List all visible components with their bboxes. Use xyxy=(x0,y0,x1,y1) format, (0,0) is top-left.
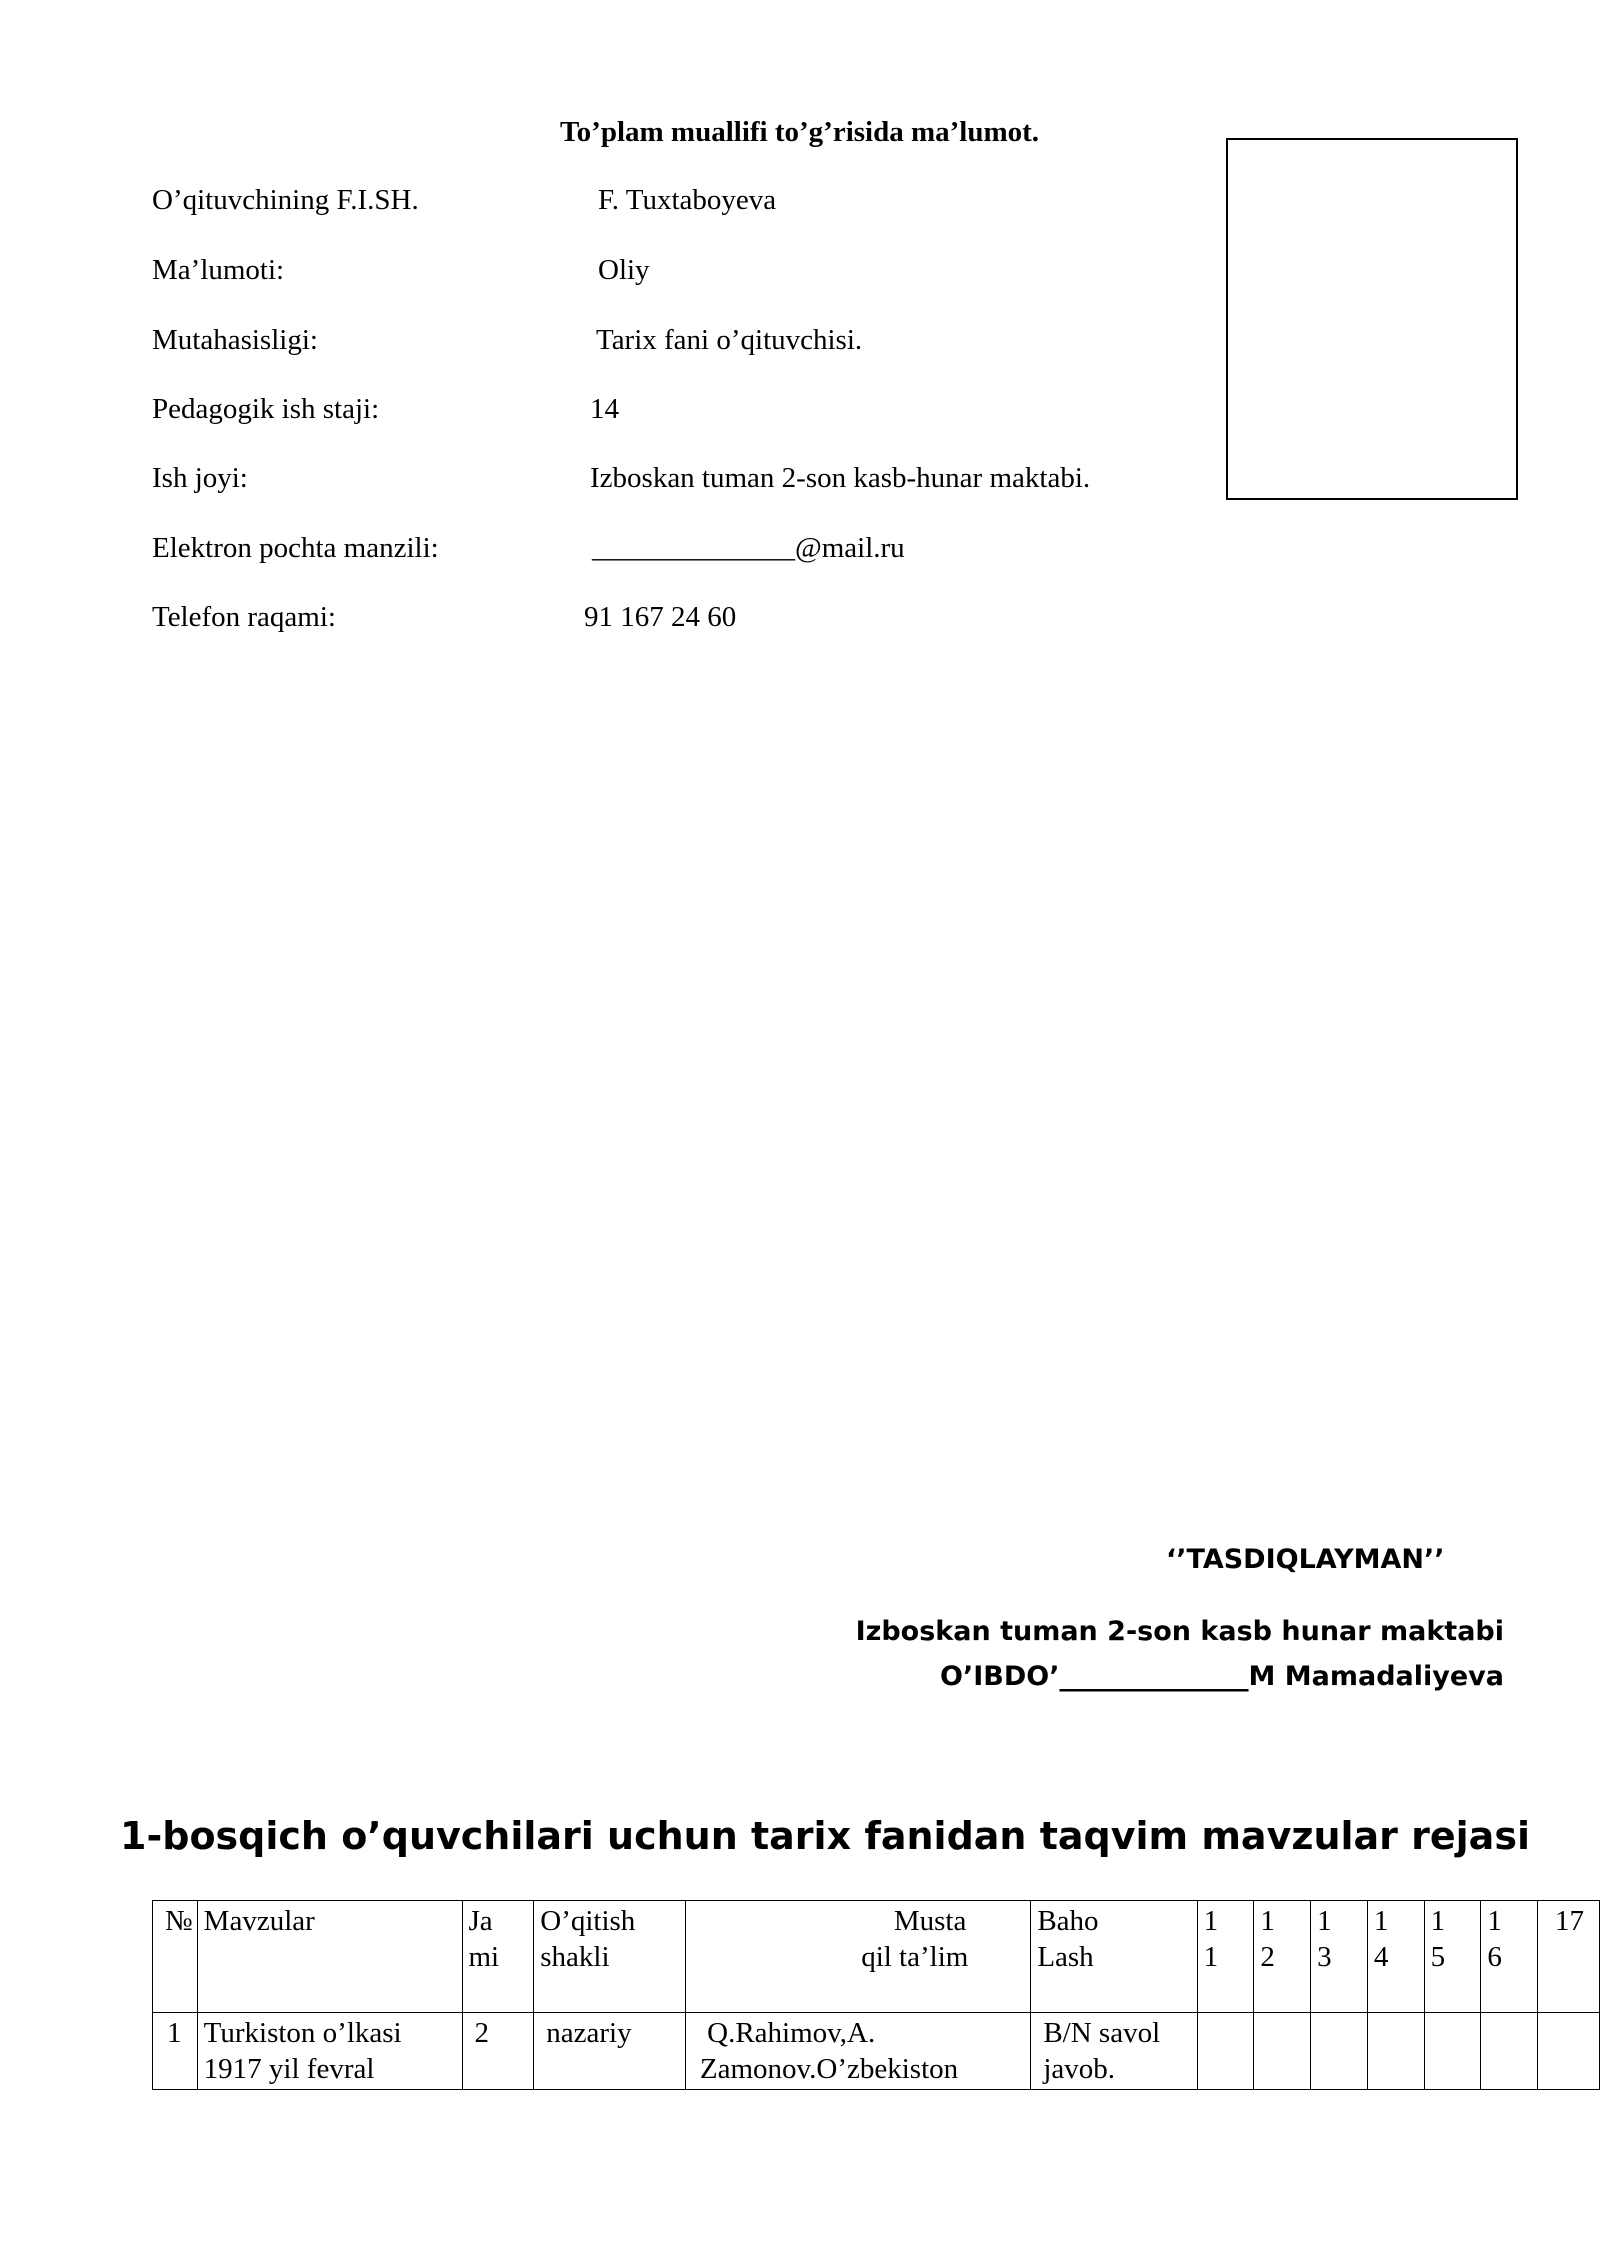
header-jami-line1: Ja xyxy=(468,1905,493,1937)
info-value: Tarix fani o’qituvchisi. xyxy=(596,324,863,356)
info-row-fish xyxy=(152,184,1202,224)
info-value: F. Tuxtaboyeva xyxy=(598,184,777,216)
author-info-title: To’plam muallifi to’g’risida ma’lumot. xyxy=(560,116,1040,148)
table-row xyxy=(153,2013,1600,2090)
plan-table xyxy=(152,1900,1600,2090)
header-topics xyxy=(197,1901,462,2013)
info-label: Ma’lumoti: xyxy=(152,254,285,286)
header-baho xyxy=(1031,1901,1197,2013)
header-week xyxy=(1254,1901,1311,2013)
approval-heading: ‘’TASDIQLAYMAN’’ xyxy=(1166,1544,1445,1575)
info-value: Oliy xyxy=(598,254,650,286)
header-week xyxy=(1367,1901,1424,2013)
week-digit: 1 xyxy=(1487,1905,1502,1937)
week-digit: 3 xyxy=(1317,1941,1332,1973)
week-digit: 4 xyxy=(1373,1941,1389,1973)
week-digit: 6 xyxy=(1487,1941,1502,1973)
info-row-phone xyxy=(152,601,1202,641)
cell-shakl: nazariy xyxy=(534,2013,686,2090)
header-week xyxy=(1197,1901,1254,2013)
cell-week xyxy=(1424,2013,1481,2090)
info-label: Elektron pochta manzili: xyxy=(152,532,439,564)
week-digit: 1 xyxy=(1203,1905,1219,1937)
header-mustaqil-line1: Musta xyxy=(893,1905,967,1937)
info-row-specialty xyxy=(152,324,1202,364)
cell-num: 1 xyxy=(153,2013,198,2090)
header-jami xyxy=(462,1901,534,2013)
info-value: ______________@mail.ru xyxy=(592,532,905,564)
info-row-workplace xyxy=(152,462,1202,502)
cell-topic-line2: 1917 yil fevral xyxy=(203,2053,375,2085)
cell-baho-line1: B/N savol xyxy=(1043,2017,1161,2049)
week-digit: 1 xyxy=(1430,1905,1446,1937)
header-num: № xyxy=(153,1901,198,2013)
cell-topic-line1: Turkiston o’lkasi xyxy=(203,2017,402,2049)
week-digit: 2 xyxy=(1260,1941,1275,1973)
info-label: Mutahasisligi: xyxy=(152,324,318,356)
header-jami-line2: mi xyxy=(468,1941,500,1973)
cell-week xyxy=(1254,2013,1311,2090)
info-label: Telefon raqami: xyxy=(152,601,336,633)
photo-placeholder xyxy=(1226,138,1518,500)
cell-topic xyxy=(197,2013,462,2090)
info-label: Ish joyi: xyxy=(152,462,248,494)
header-shakl-line1: O’qitish xyxy=(540,1905,636,1937)
cell-week xyxy=(1538,2013,1600,2090)
cell-week xyxy=(1367,2013,1424,2090)
cell-baho xyxy=(1031,2013,1197,2090)
header-baho-line1: Baho xyxy=(1037,1905,1099,1937)
info-row-experience xyxy=(152,393,1202,433)
week-digit: 1 xyxy=(1373,1905,1389,1937)
info-row-education xyxy=(152,254,1202,294)
header-mustaqil-line2: qil ta’lim xyxy=(861,1941,969,1973)
info-value: 14 xyxy=(590,393,619,425)
week-digit: 1 xyxy=(1317,1905,1332,1937)
week-digit: 1 xyxy=(1260,1905,1275,1937)
week-digit: 1 xyxy=(1203,1941,1219,1973)
header-week xyxy=(1424,1901,1481,2013)
cell-mustaqil-line1: Q.Rahimov,A. xyxy=(699,2017,876,2049)
cell-week xyxy=(1311,2013,1368,2090)
cell-mustaqil xyxy=(685,2013,1030,2090)
header-shakl xyxy=(534,1901,686,2013)
header-week xyxy=(1311,1901,1368,2013)
cell-week xyxy=(1481,2013,1538,2090)
approval-org: Izboskan tuman 2-son kasb hunar maktabi xyxy=(855,1616,1504,1647)
cell-mustaqil-line2: Zamonov.O’zbekiston xyxy=(699,2053,959,2085)
info-label: O’qituvchining F.I.SH. xyxy=(152,184,419,216)
cell-baho-line2: javob. xyxy=(1043,2053,1115,2085)
header-baho-line2: Lash xyxy=(1037,1941,1094,1973)
info-row-email xyxy=(152,532,1202,572)
header-mustaqil xyxy=(685,1901,1030,2013)
cell-week xyxy=(1197,2013,1254,2090)
plan-title: 1-bosqich o’quvchilari uchun tarix fanidan taqvim mavzular rejasi xyxy=(120,1814,1530,1858)
info-value: Izboskan tuman 2-son kasb-hunar maktabi. xyxy=(590,462,1091,494)
info-label: Pedagogik ish staji: xyxy=(152,393,380,425)
info-value: 91 167 24 60 xyxy=(584,601,737,633)
header-topics-label: Mavzular xyxy=(203,1905,315,1937)
header-week xyxy=(1481,1901,1538,2013)
header-week-17: 17 xyxy=(1538,1901,1600,2013)
cell-jami: 2 xyxy=(462,2013,534,2090)
week-digit: 5 xyxy=(1430,1941,1446,1973)
table-header-row xyxy=(153,1901,1600,2013)
approval-signature: O’IBDO’______________M Mamadaliyeva xyxy=(940,1661,1504,1692)
header-shakl-line2: shakli xyxy=(540,1941,610,1973)
